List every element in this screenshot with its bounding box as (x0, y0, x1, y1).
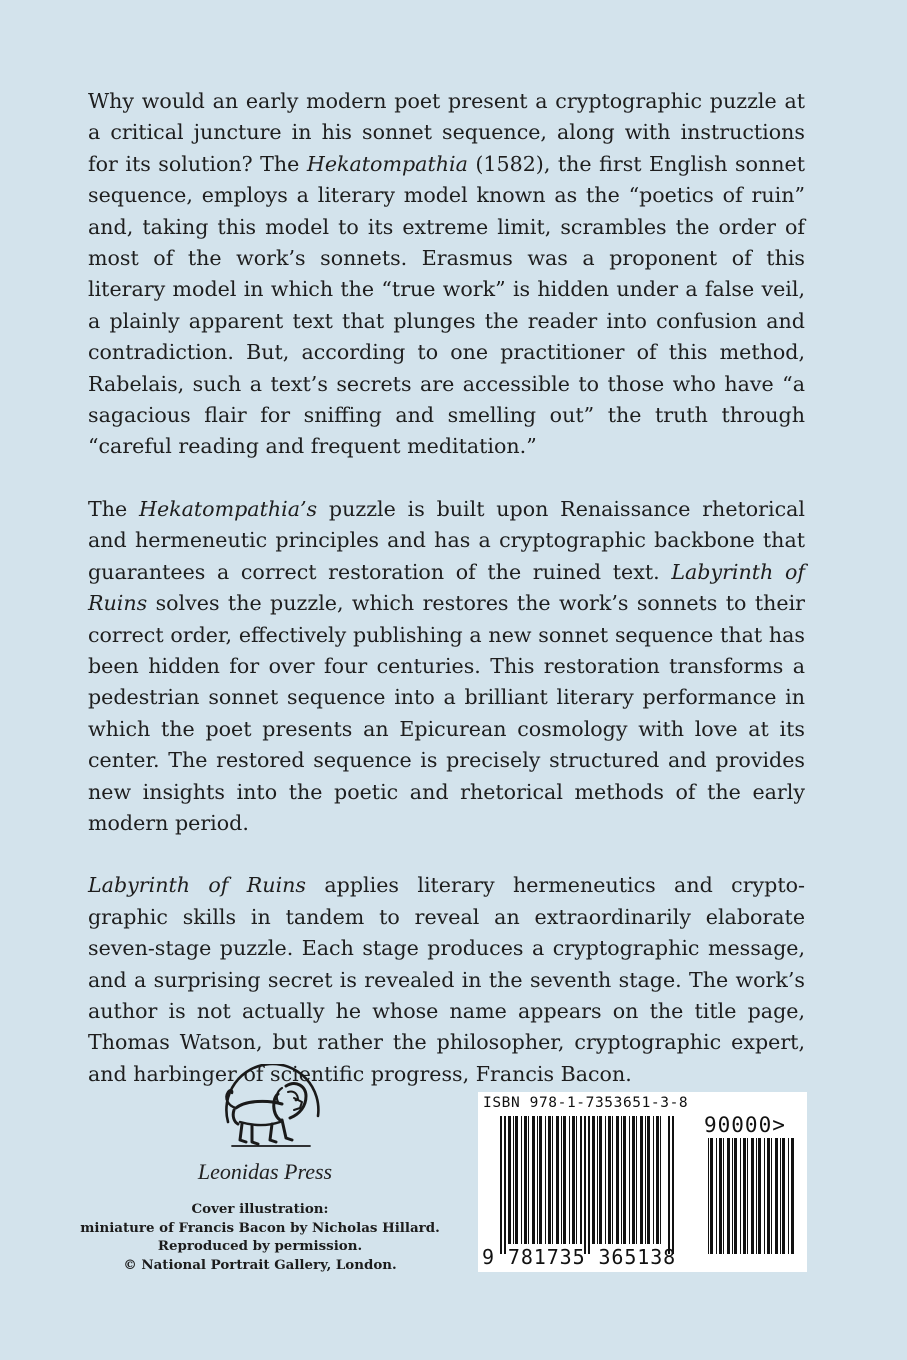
barcode-bar (599, 1116, 602, 1244)
title-labyrinth-of-ruins: Labyrinth of Ruins (88, 873, 306, 898)
barcode-bar (758, 1138, 761, 1254)
barcode-bar (640, 1116, 643, 1244)
credit-line: Cover illustration: (191, 1201, 329, 1217)
barcode-bar (747, 1138, 748, 1254)
blurb-text: applies literary hermeneutics and crypto- graphic skills in tandem to reveal an extraordinarily elaborate seven-stage puzzle. Each stage produces a cryptographic message, and a surprising secret is revealed in the seventh stage. The work’s author is not actually he whose name appears on the title page, Thomas Watson, but rather the philosopher, cryptographic expert, and harbinger of scientific progress, Francis Bacon. (88, 873, 805, 1086)
barcode-bar (629, 1116, 630, 1244)
barcode-bar (513, 1116, 514, 1244)
barcode-bar (756, 1138, 757, 1254)
barcode-bar (653, 1116, 654, 1244)
barcode-bar (572, 1116, 575, 1244)
barcode-bar (708, 1138, 709, 1254)
barcode-bar (723, 1138, 724, 1254)
blurb-text: puzzle is built upon Renaissance rhetorical and hermeneutic principles and has a cryptographic backbone that guarantees a correct restoration of the ruined text. (88, 496, 806, 584)
barcode-bar (561, 1116, 562, 1244)
title-labyrinth-of-ruins: Labyrinth of Ruins (88, 559, 805, 616)
blurb-paragraph-2 (88, 494, 805, 839)
blurb-paragraph-1 (88, 86, 805, 463)
barcode-bar (740, 1138, 741, 1254)
barcode-bar (524, 1116, 527, 1244)
barcode-bar (623, 1116, 626, 1244)
barcode-bar (576, 1116, 577, 1244)
barcode-bar (563, 1116, 566, 1244)
cover-credits (60, 1200, 460, 1274)
barcode-bar (528, 1116, 529, 1244)
barcode-bar (515, 1116, 518, 1244)
publisher-name: Leonidas Press (197, 1159, 333, 1184)
barcode-bar (656, 1116, 659, 1244)
barcode-guard-bar (584, 1116, 586, 1254)
credit-line: Reproduced by permission. (157, 1238, 363, 1255)
barcode-bar (767, 1138, 770, 1254)
back-cover-blurb (88, 86, 805, 1121)
barcode-bar (592, 1116, 595, 1244)
barcode-bar (771, 1138, 772, 1254)
barcode-guard-bar (588, 1116, 590, 1254)
blurb-text: The (88, 496, 139, 521)
barcode-bar (743, 1138, 746, 1254)
barcode-bar (632, 1116, 635, 1244)
blurb-text: (1582), the first English sonnet sequence, employs a literary model known as the “poetics of ruin” and, taking this model to its extreme limit, scrambles the order of most of the work’s sonnets. Erasmus was a proponent of this literary model in which the “true work” is hidden under a false veil, a plainly apparent text that plunges the reader into confusion and contradiction. But, according to one practitioner of this method, Rabelais, such a text’s secrets are accessible to those who have “a sagacious flair for sniffing and smelling out” the truth through “careful reading and frequent meditation.” (88, 151, 805, 459)
credit-line: © National Portrait Gallery, London. (123, 1256, 397, 1273)
barcode-bar (734, 1138, 737, 1254)
barcode-guard-bar (668, 1116, 670, 1254)
isbn-barcode (478, 1092, 807, 1272)
barcode-bar (780, 1138, 781, 1254)
price-addon-digits: 90000> (704, 1113, 786, 1137)
barcode-bar (532, 1116, 535, 1244)
barcode-bar (645, 1116, 646, 1244)
isbn-label: ISBN 978-1-7353651-3-8 (483, 1095, 689, 1111)
barcode-bar (732, 1138, 733, 1254)
barcode-bar (621, 1116, 622, 1244)
barcode-bar (552, 1116, 553, 1244)
barcode-bar (782, 1138, 785, 1254)
barcode-bar (788, 1138, 789, 1254)
barcode-bar (764, 1138, 765, 1254)
barcode-bar (636, 1116, 637, 1244)
barcode-guard-bar (500, 1116, 502, 1254)
barcode-guard-bar (672, 1116, 674, 1254)
barcode-bar (545, 1116, 546, 1244)
barcode-bar (710, 1138, 713, 1254)
barcode-bar (537, 1116, 538, 1244)
barcode-guard-bar (504, 1116, 506, 1254)
barcode-bar (612, 1116, 613, 1244)
barcode-bar (616, 1116, 619, 1244)
publisher-block (190, 1064, 340, 1185)
barcode-bar (569, 1116, 570, 1244)
title-hekatompathia: Hekatompathia’s (139, 496, 318, 521)
blurb-text: solves the puzzle, which restores the work’s sonnets to their correct order, effectively publishing a new sonnet sequence that has been hidden for over four centuries. This restoration transforms a pedestrian sonnet sequence into a brilliant literary performance in which the poet presents an Epicurean cosmology with love at its center. The restored sequence is precisely structured and provides new insights into the poetic and rhetorical methods of the early modern period. (88, 591, 805, 835)
barcode-bar (775, 1138, 778, 1254)
barcode-bar (556, 1116, 559, 1244)
barcode-bar (608, 1116, 611, 1244)
barcode-bar (508, 1116, 511, 1244)
blurb-text: Why would an early modern poet present a cryptographic puzzle at a critical juncture in his sonnet sequence, along with instructions for its solution? The (88, 89, 805, 176)
blurb-paragraph-3 (88, 870, 805, 1090)
barcode-bar (719, 1138, 722, 1254)
barcode-bar (605, 1116, 606, 1244)
barcode-bar (751, 1138, 754, 1254)
barcode-bar (548, 1116, 551, 1244)
ean-digits: 9 781735 365138 (482, 1245, 677, 1269)
credit-line: miniature of Francis Bacon by Nicholas Hillard. (80, 1219, 440, 1236)
lion-icon (206, 1064, 324, 1156)
barcode-bar (580, 1116, 582, 1244)
barcode-bar (539, 1116, 542, 1244)
barcode-bar (727, 1138, 730, 1254)
barcode-bar (660, 1116, 661, 1244)
barcode-bar (716, 1138, 717, 1254)
title-hekatompathia: Hekatompathia (306, 151, 468, 176)
barcode-bar (647, 1116, 650, 1244)
barcode-bar (521, 1116, 522, 1244)
barcode-bar (791, 1138, 794, 1254)
barcode-bar (597, 1116, 598, 1244)
